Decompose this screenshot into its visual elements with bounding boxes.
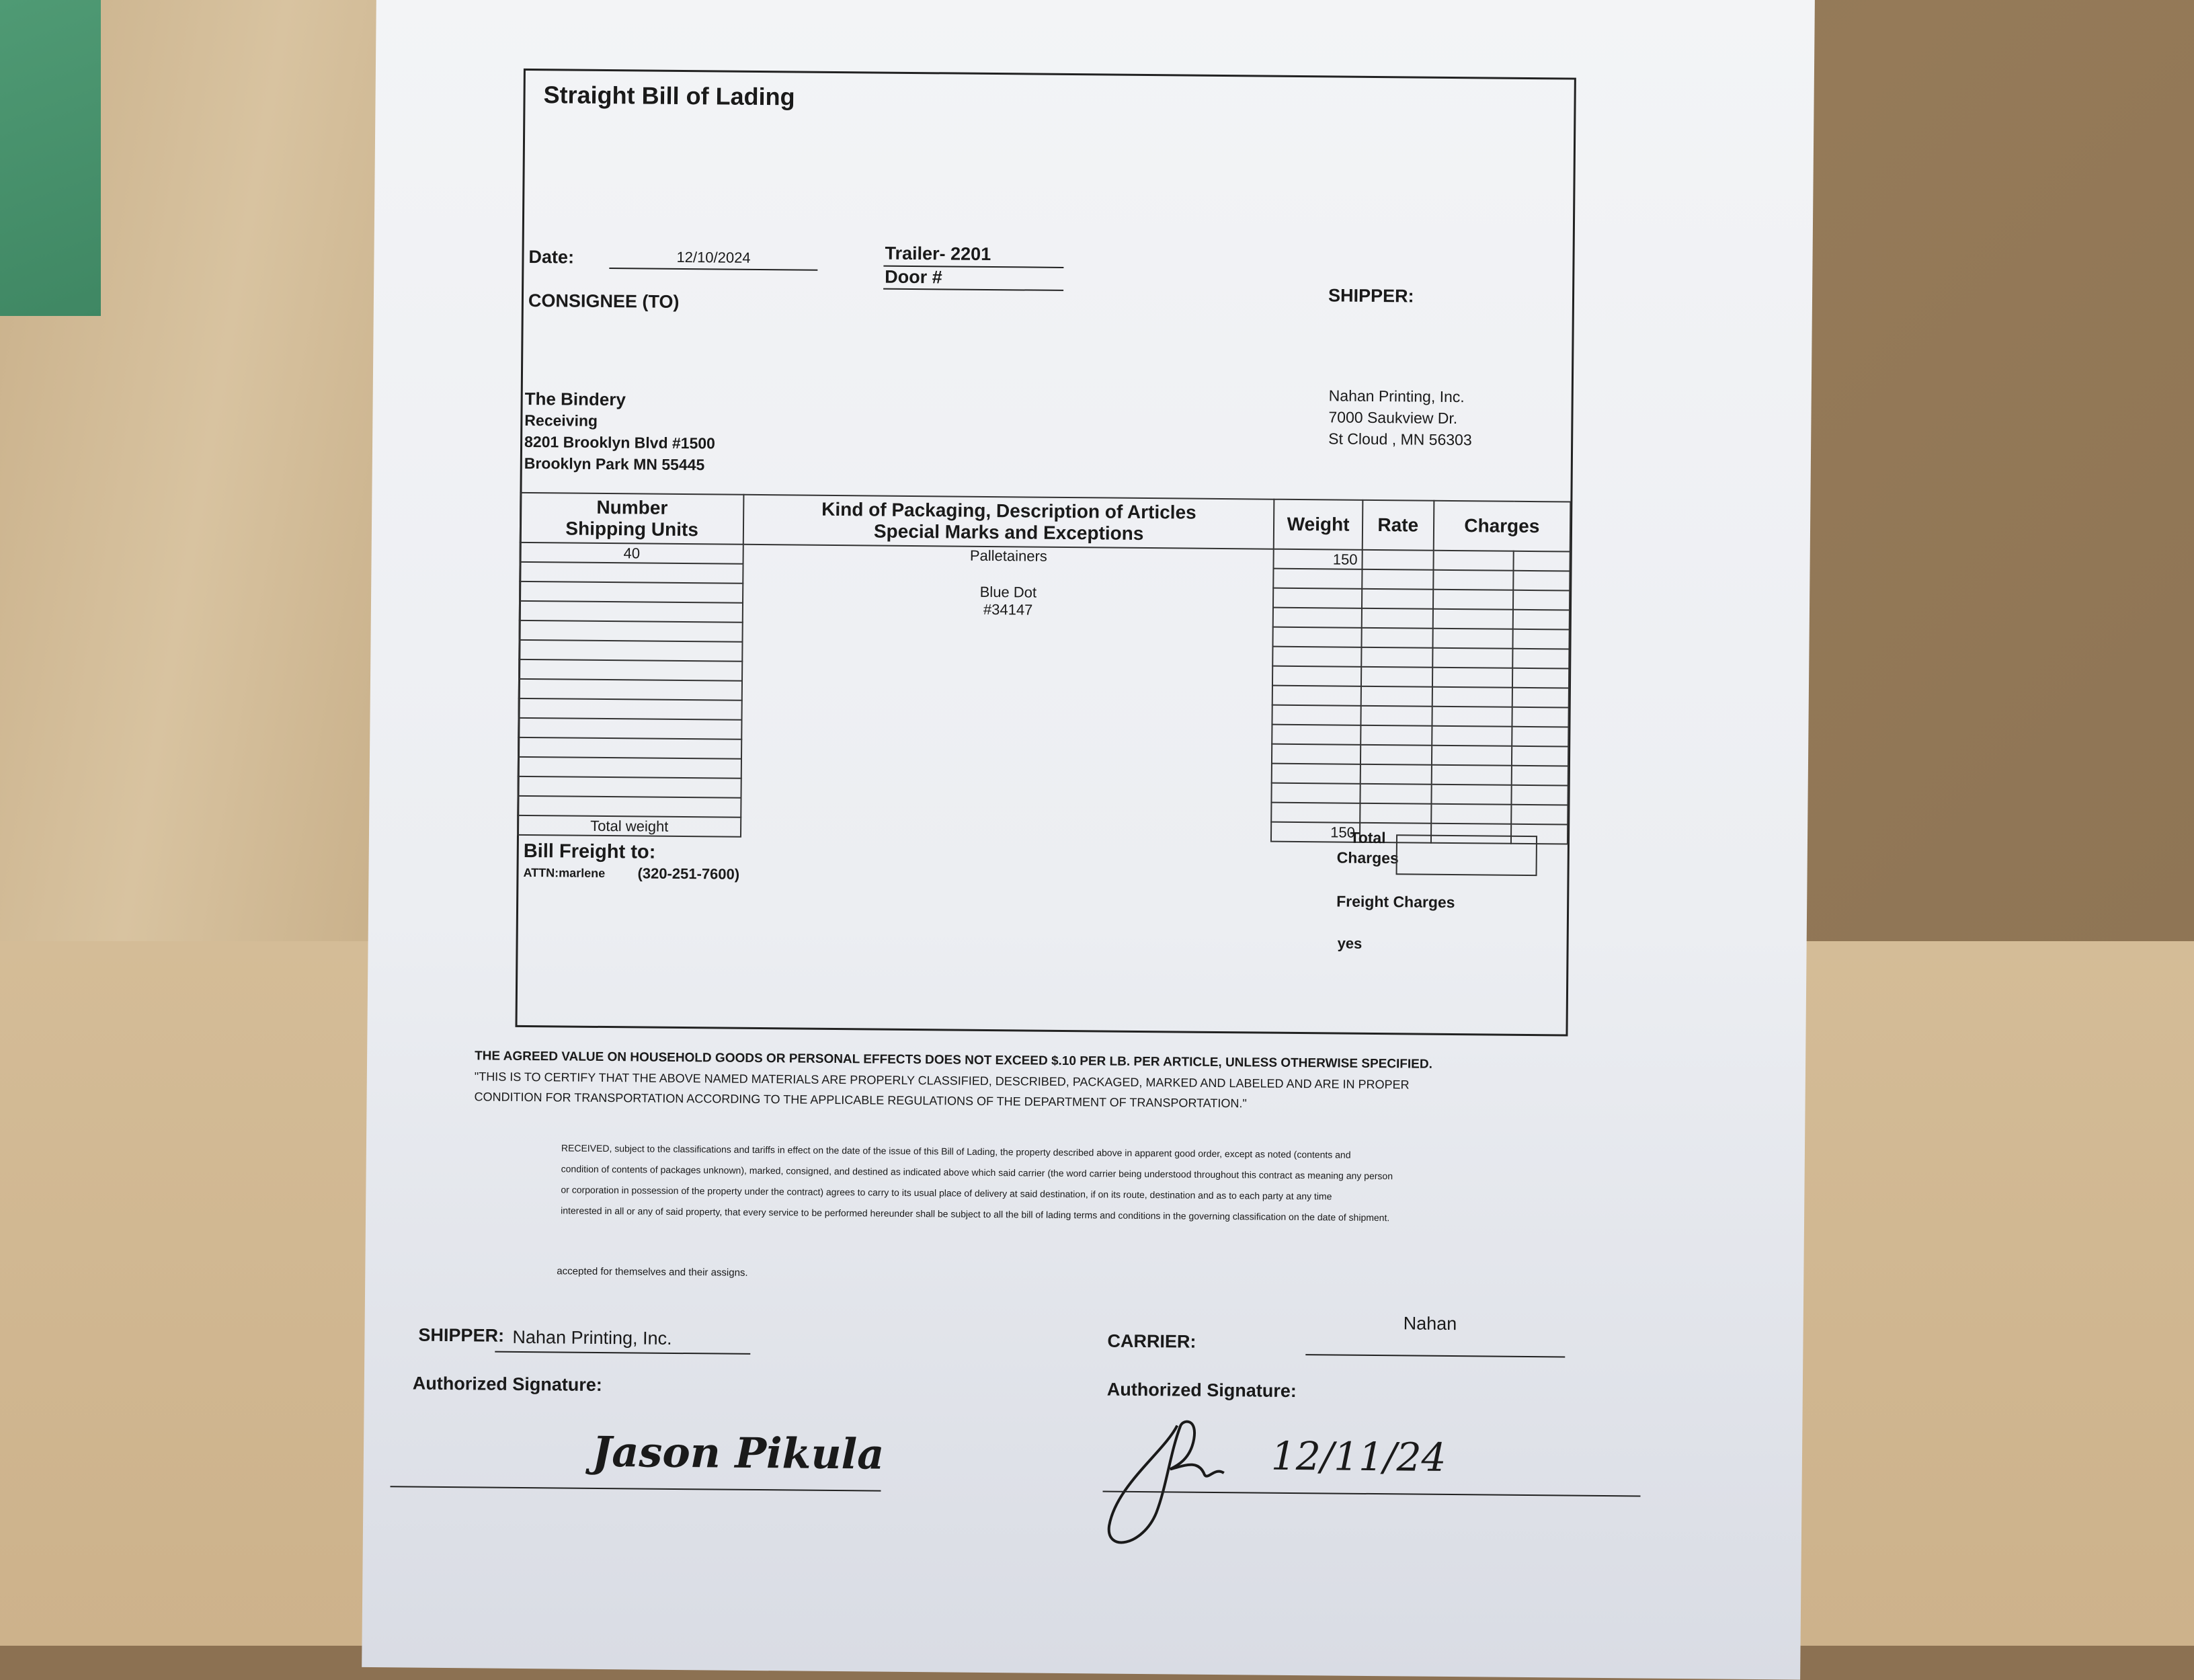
bill-freight-label: Bill Freight to: [523,840,656,863]
bill-of-lading [412,61,1586,1617]
carrier-underline [1305,1354,1565,1357]
auth-signature-shipper-label: Authorized Signature: [412,1373,602,1396]
consignee-label: CONSIGNEE (TO) [528,290,680,312]
shipper-address [1328,385,1472,450]
signature-shipper-value: Nahan Printing, Inc. [512,1326,672,1349]
document-title: Straight Bill of Lading [543,81,795,111]
freight-charges-value: yes [1337,934,1363,952]
shipper-line2: St Cloud , MN 56303 [1328,430,1472,449]
received-line2: condition of contents of packages unknown), marked, consigned, and destined as indicated above which said carrier (the word carrier being understood throughout this contract as meaning any person [561,1163,1393,1182]
description-line2: Blue Dot [979,583,1037,601]
header-weight: Weight [1274,499,1363,550]
certify-line2: CONDITION FOR TRANSPORTATION ACCORDING TO THE APPLICABLE REGULATIONS OF THE DEPARTMENT OF TRANSPORTATION." [474,1090,1247,1111]
accepted-text: accepted for themselves and their assigns. [557,1265,748,1279]
charges-cell [1433,551,1514,571]
consignee-line1: Receiving [524,411,598,430]
header-rate: Rate [1363,500,1434,551]
table-header-row [520,493,1571,552]
consignee-name: The Bindery [524,388,626,410]
phone-text: (320-251-7600) [637,865,740,883]
door-label: Door # [885,266,942,288]
received-clause [561,1137,1489,1229]
received-line4: interested in all or any of said property, that every service to be performed hereunder shall be subject to all the bill of lading terms and conditions in the governing classification on the date of shipment. [561,1205,1390,1224]
description-cell [741,545,1274,842]
received-line3: or corporation in possession of the property under the contract) agrees to carry to its usual place of delivery at said destination, if on its route, destination and as to each party at any time [561,1184,1332,1202]
header-description: Kind of Packaging, Description of Articles Special Marks and Exceptions [743,495,1274,549]
total-charges-label: Total Charges [1336,828,1399,867]
shipper-signature-line [391,1486,881,1491]
agreed-value-text: THE AGREED VALUE ON HOUSEHOLD GOODS OR PERSONAL EFFECTS DOES NOT EXCEED $.10 PER LB. PER ARTICLE, UNLESS OTHERWISE SPECIFIED. [475,1049,1433,1072]
shipper-line1: 7000 Saukview Dr. [1328,408,1458,428]
total-weight-value: 150 [1271,822,1360,842]
consignee-line3: Brooklyn Park MN 55445 [524,454,705,474]
attn-text: ATTN:marlene [523,865,606,881]
units-cell: 40 [520,543,744,564]
rate-cell [1362,550,1433,570]
trailer-label: Trailer- 2201 [885,243,991,264]
weight-cell: 150 [1274,549,1363,569]
shipper-signature: Jason Pikula [592,1427,885,1479]
carrier-signature-date: 12/11/24 [1270,1433,1447,1480]
certify-line1: "THIS IS TO CERTIFY THAT THE ABOVE NAMED MATERIALS ARE PROPERLY CLASSIFIED, DESCRIBED, PACKAGED, MARKED AND LABELED AND ARE IN PROPER [474,1070,1410,1092]
consignee-line2: 8201 Brooklyn Blvd #1500 [524,432,716,452]
description-line3: #34147 [983,600,1033,618]
total-weight-label: Total weight [518,815,741,837]
received-line1: RECEIVED, subject to the classifications and tariffs in effect on the date of the issue of this Bill of Lading, the property described above in apparent good order, except as noted (contents and [561,1142,1351,1160]
auth-signature-carrier-label: Authorized Signature: [1106,1379,1297,1402]
shipper-label: SHIPPER: [1328,285,1414,307]
total-charges-box [1396,834,1538,876]
charges-cents-cell [1514,551,1570,571]
description-line1: Palletainers [969,547,1047,565]
signature-carrier-value: Nahan [1403,1313,1457,1334]
signature-shipper-label: SHIPPER: [418,1324,505,1346]
shipper-underline [495,1351,750,1355]
paper-sheet [362,0,1815,1680]
header-units: Number Shipping Units [520,493,744,545]
items-table [517,492,1571,845]
green-object [0,0,101,316]
date-label: Date: [528,246,575,268]
date-value: 12/10/2024 [676,248,751,266]
consignee-address [524,388,716,475]
signature-carrier-label: CARRIER: [1107,1330,1196,1352]
disclaimer-block [474,1046,1563,1116]
header-charges: Charges [1433,501,1570,552]
freight-charges-label-text: Freight Charges [1336,892,1455,912]
shipper-name: Nahan Printing, Inc. [1328,387,1465,406]
